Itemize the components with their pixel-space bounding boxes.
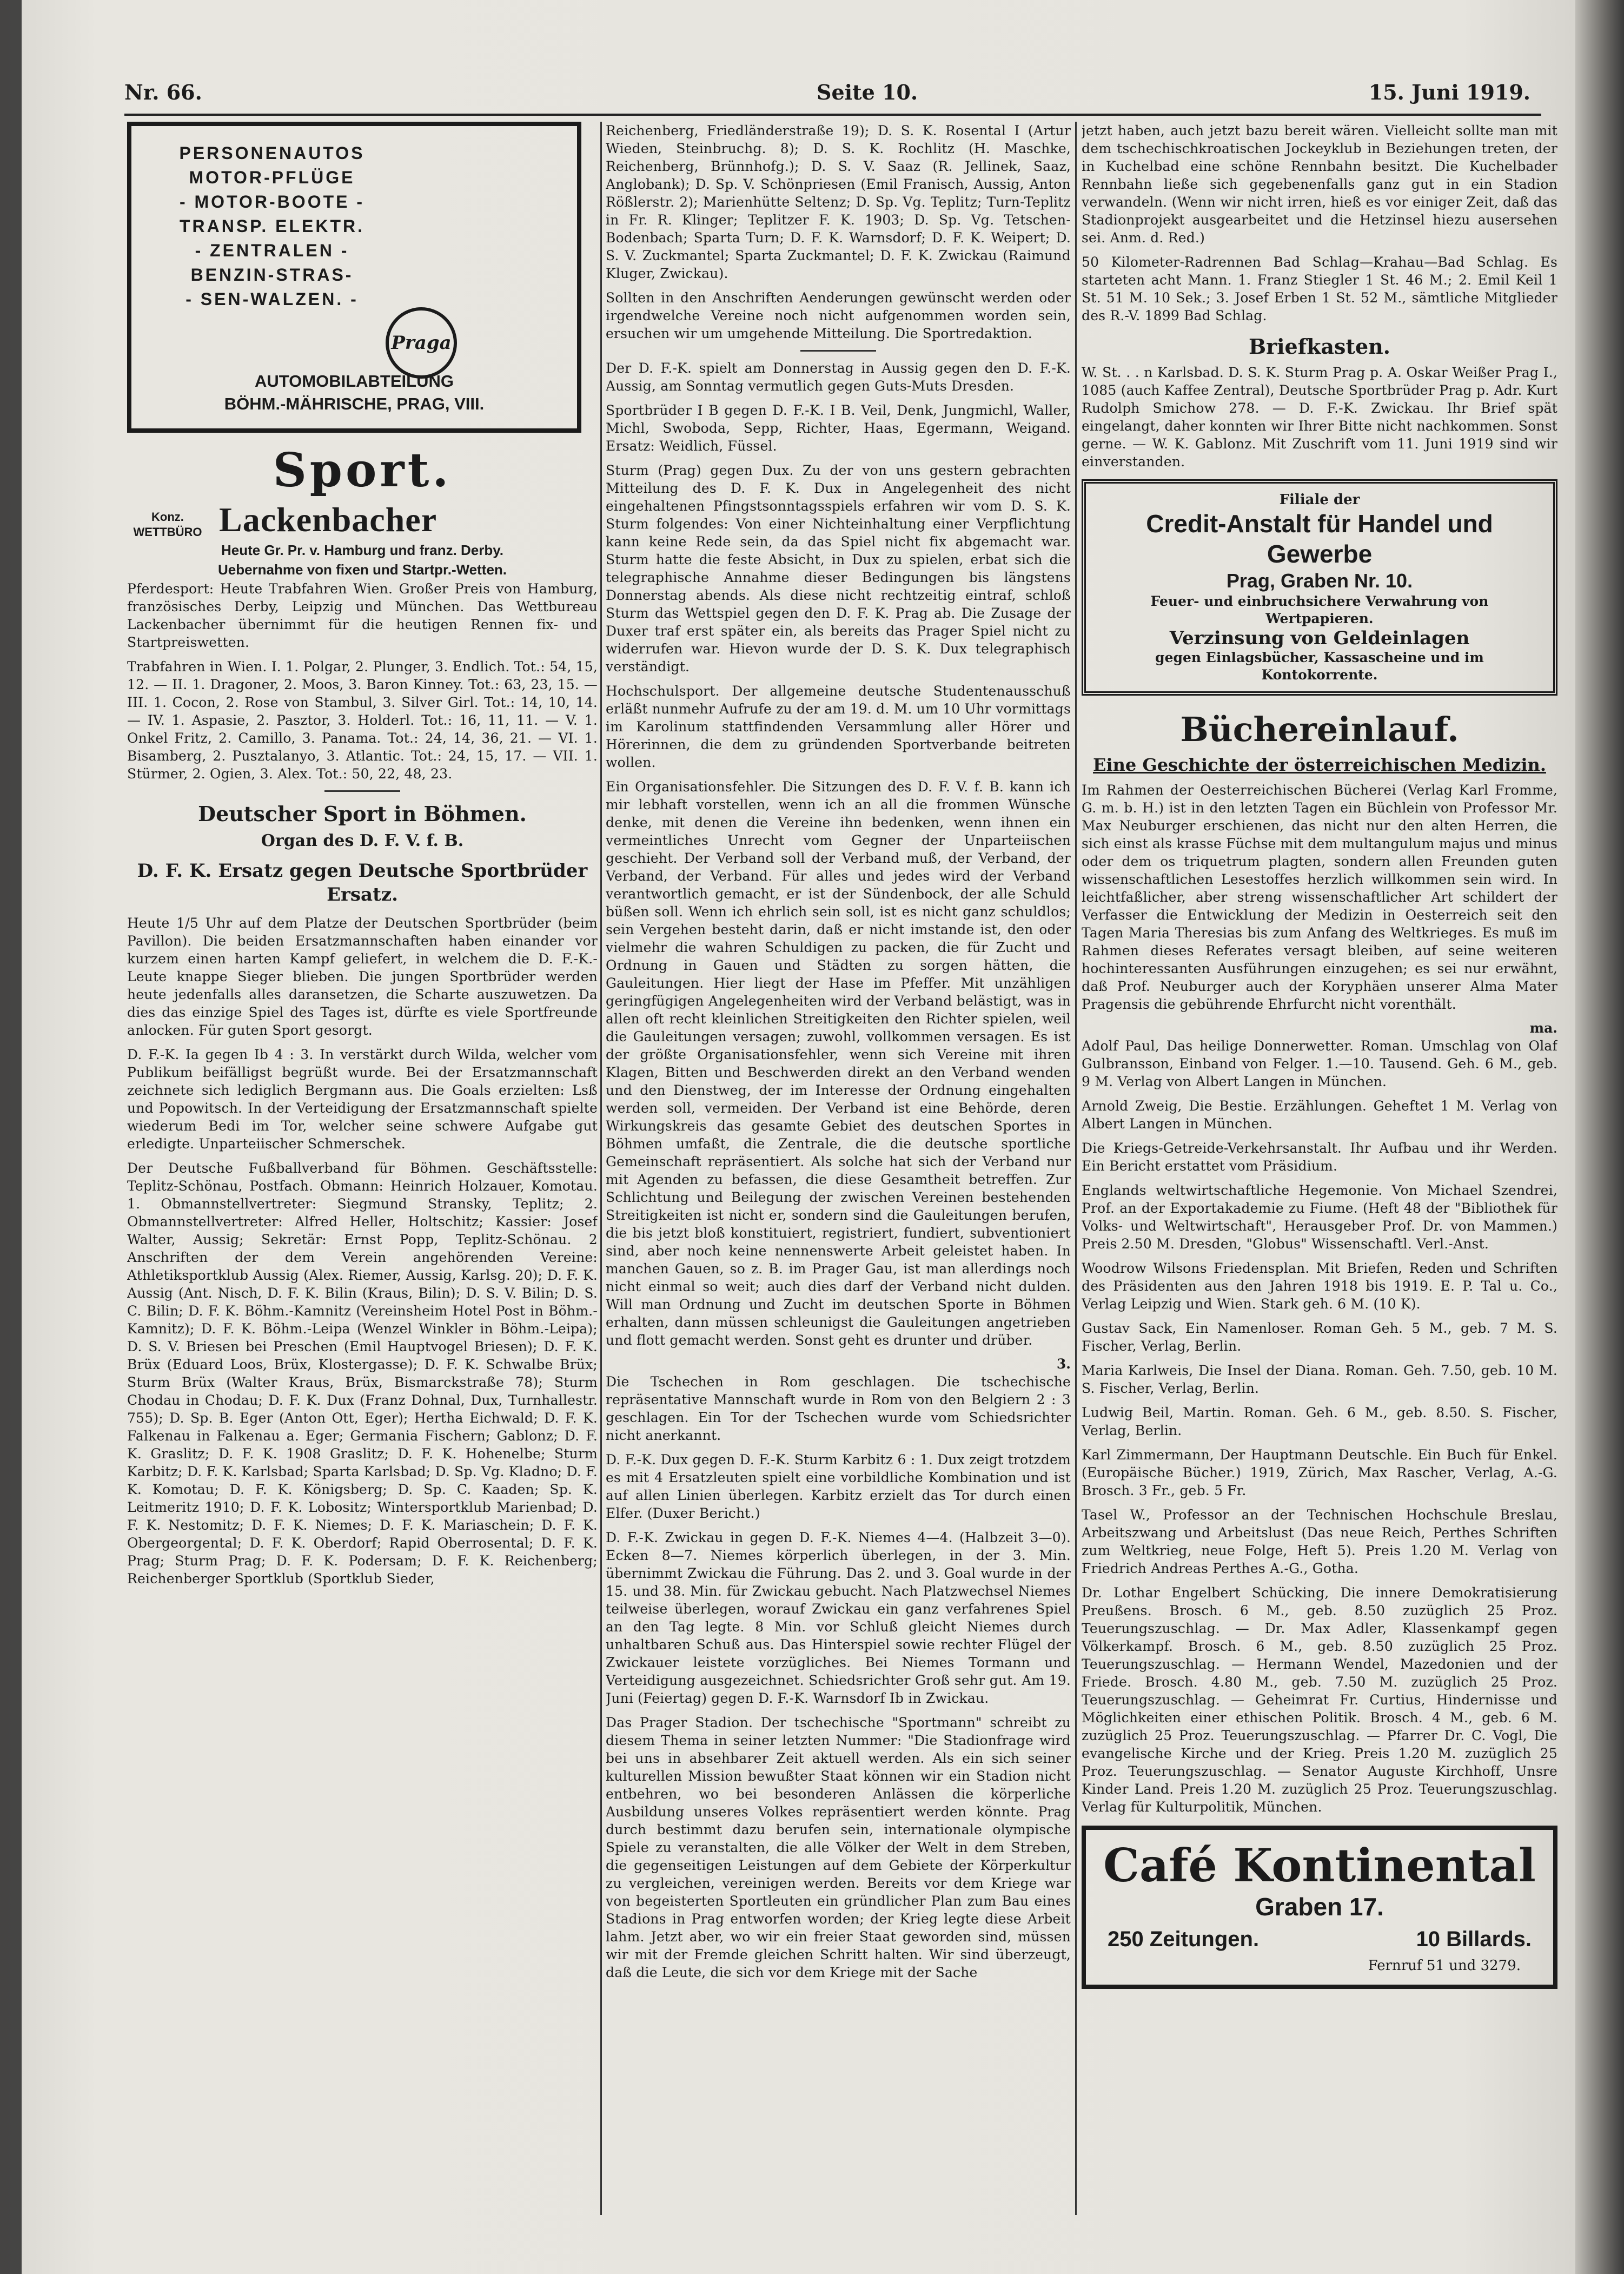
article-paragraph: Ein Organisationsfehler. Die Sitzungen des D. F. V. f. B. kann ich mir lebhaft vorstellen, wenn ich an all die frommen Wünsche denke, mit denen die Vereine ihn bedenken, wenn ihnen ein vermeintliches Unrecht vom Gegner der Unparteiischen geschieht. Der Verband soll der Verband muß, der Verband, der Verband, der Verband. Für alles und jedes wird der Verband verantwortlich gemacht, er ist der Sündenbock, der alle Schuld büßen soll. Wenn ich ehrlich sein soll, ist es nicht ganz schuldlos; sein Vergehen besteht darin, daß er nicht imstande ist, den oder vielmehr die wahren Schuldigen zu packen, die für Zucht und Ordnung in Gauen und Städten zu sorgen hätten, die Gauleitungen. Hier liegt der Hase im Pfeffer. Mit unzähligen geringfügigen Angelegenheiten wird der Verband belästigt, was in allen oft recht kleinlichen Streitigkeiten den Richter spielen, weil die Gauleitungen versagen; zuwohl, vollkommen versagen. Es ist der größte Organisationsfehler, wenn sich Vereine mit ihren Klagen, Bitten und Beschwerden direkt an den Verband wenden und den Dienstweg, der im Interesse der Ordnung eingehalten werden soll, vermeiden. Der Verband ist eine Behörde, deren Wirkungskreis das gesamte Gebiet des deutschen Sportes in Böhmen umfaßt, die Zentrale, die die deutsche sportliche Gemeinschaft repräsentiert. Als solche hat sich der Verband nur mit Agenden zu befassen, die diese Gesamtheit betreffen. Zur Schlichtung und Beilegung der zwischen Vereinen bestehenden Streitigkeiten ist nicht er, sondern sind die Gauleitungen berufen, die bis jetzt bloß konstituiert, registriert, fundiert, subventioniert sind, aber noch keine nennenswerte Arbeit geleistet haben. In manchen Gauen, so z. B. im Prager Gau, ist man allerdings noch nicht einmal so weit; auch dies darf der Verband nicht dulden. Will man Ordnung und Zucht im deutschen Sporte in Böhmen erhalten, dann müssen schleunigst die Gauleitungen angetrieben und flott gemacht werden. Sonst geht es drunter und drüber.: [606, 779, 1071, 1348]
column-rule: [1075, 122, 1077, 2215]
ad-address: Prag, Graben Nr. 10.: [1226, 570, 1413, 592]
wettburo-name: Lackenbacher: [219, 500, 438, 539]
article-paragraph: 50 Kilometer-Radrennen Bad Schlag—Krahau—Bad Schlag. Es starteten acht Mann. 1. Franz Stiegler 1 St. 46 M.; 2. Emil Keil 1 St. 51 M. 10 Sek.; 3. Josef Erben 1 St. 52 M., sämtliche Mitglieder des R.-V. 1899 Bad Schlag.: [1082, 254, 1557, 323]
section-subtitle: Organ des D. F. V. f. B.: [261, 831, 464, 850]
advertisement-automobile: [127, 122, 581, 433]
advertisement-credit-anstalt: [1082, 479, 1557, 696]
ad-company-name: Credit-Anstalt für Handel und Gewerbe: [1146, 510, 1493, 568]
article-paragraph: Sportbrüder I B gegen D. F.-K. I B. Veil, Denk, Jungmichl, Waller, Michl, Swoboda, Sepp, Richter, Haas, Egermann, Weigand. Ersatz: Weidlich, Füssel.: [606, 402, 1071, 454]
article-signature: ma.: [1529, 1020, 1557, 1036]
article-paragraph: D. F.-K. Zwickau in gegen D. F.-K. Niemes 4—4. (Halbzeit 3—0). Ecken 8—7. Niemes körperlich überlegen, in der 3. Min. übernimmt Zwickau die Führung. Das 2. und 3. Goal wurde in der 15. und 38. Min. für Zwickau gebucht. Nach Platzwechsel Niemes teilweise überlegen, worauf Zwickau ein ganz verfahrenes Spiel an den Tag legte. 8 Min. vor Schluß gleicht Niemes durch unhaltbaren Schuß aus. Das Hinterspiel sowie rechter Flügel der Zwickauer leistete vorzügliches. Bei Niemes Tormann und Verteidigung ausgezeichnet. Schiedsrichter Groß sehr gut. Am 19. Juni (Feiertag) gegen D. F.-K. Warnsdorf Ib in Zwickau.: [606, 1530, 1071, 1706]
ad-line: PERSONENAUTOS: [179, 143, 365, 163]
book-listing: Tasel W., Professor an der Technischen Hochschule Breslau, Arbeitszwang und Arbeitslust (Das neue Reich, Perthes Schriften zum Weltkrieg, neue Folge, Heft 5). Preis 1.20 M. Verlag von Friedrich Andreas Perthes A.-G., Gotha.: [1082, 1507, 1557, 1576]
column-rule: [600, 122, 602, 2215]
scan-edge-right: [1575, 0, 1624, 2274]
ad-line: gegen Einlagsbücher, Kassascheine und im Kontokorrente.: [1155, 650, 1484, 683]
book-listing: Woodrow Wilsons Friedensplan. Mit Briefen, Reden und Schriften des Präsidenten aus den Jahren 1918 bis 1919. E. P. Tal u. Co., Verlag Leipzig und Wien. Stark geh. 6 M. (10 K).: [1082, 1260, 1557, 1312]
section-title-buechereinlauf: Büchereinlauf.: [1180, 710, 1459, 749]
ad-footer: [131, 370, 577, 415]
column-1: [127, 122, 598, 2220]
article-paragraph: Heute 1/5 Uhr auf dem Platze der Deutschen Sportbrüder (beim Pavillon). Die beiden Ersatzmannschaften haben einander vor kurzem einen harten Kampf geliefert, in welchem die D. F.-K.-Leute knappe Sieger blieben. Die jungen Sportbrüder werden heute jedenfalls alles daransetzen, die Scharte auszuwetzen. Da dies das einzige Spiel des Tages ist, dürfte es viele Sportfreunde anlocken. Für guten Sport gesorgt.: [127, 915, 598, 1038]
book-listing: Arnold Zweig, Die Bestie. Erzählungen. Geheftet 1 M. Verlag von Albert Langen in München.: [1082, 1098, 1557, 1132]
article-title: Eine Geschichte der österreichischen Medizin.: [1093, 755, 1546, 775]
cafe-name: Café Kontinental: [1103, 1839, 1536, 1892]
ad-footer-line: AUTOMOBILABTEILUNG: [255, 372, 454, 391]
club-directory: Reichenberg, Friedländerstraße 19); D. S. K. Rosental I (Artur Wieden, Steinbruchg. 8); D. S. K. Rochlitz (H. Maschke, Reichenberg, Brünnhofg.); D. S. V. Saaz (R. Jellinek, Saaz, Anglobank); D. Sp. V. Schönpriesen (Emil Franisch, Aussig, Anton Rößlerstr. 2); Marienhütte Seltenz; D. Sp. Vg. Teplitz; Turn-Teplitz in Fr. R. Klinger; Teplitzer F. K. 1903; D. Sp. Vg. Tetschen-Bodenbach; Sparta Turn; D. F. K. Warnsdorf; D. F. K. Weipert; D. S. V. Zuckmantel; Sparta Zuckmantel; D. F. K. Zwickau (Raimund Kluger, Zwickau).: [606, 123, 1071, 281]
cafe-features: [1108, 1925, 1532, 1953]
column-2: [606, 122, 1071, 2220]
book-listing: Adolf Paul, Das heilige Donnerwetter. Roman. Umschlag von Olaf Gulbransson, Einband von Felger. 1.—10. Tausend. Geh. 6 M., geb. 9 M. Verlag von Albert Langen in München.: [1082, 1038, 1557, 1089]
ad-line: Verzinsung von Geldeinlagen: [1169, 627, 1470, 649]
praga-logo: Praga: [386, 307, 457, 379]
section-title-deutscher-sport: Deutscher Sport in Böhmen.: [198, 802, 527, 826]
wettburo-line: Heute Gr. Pr. v. Hamburg und franz. Derby.: [221, 542, 504, 558]
article-paragraph: Hochschulsport. Der allgemeine deutsche Studentenausschuß erläßt nunmehr Aufrufe zu der am 19. d. M. um 10 Uhr vormittags im Karolinum stattfindenden Versammlung aller Hörer und Hörerinnen, die dem zu gründenden Sportverbande beitreten wollen.: [606, 683, 1071, 770]
article-paragraph: Sturm (Prag) gegen Dux. Zu der von uns gestern gebrachten Mitteilung des D. F. K. Dux in Angelegenheit des nicht eingehaltenen Pfingstsonntagsspiels erfahren wir vom D. S. K. Sturm folgendes: Von einer Nichteinhaltung einer Verpflichtung kann keine Rede sein, da das Spiel nicht fix abgemacht war. Sturm hatte die feste Absicht, in Dux zu spielen, erbat sich die telegraphische Annahme dieser Bedingungen bis längstens Donnerstag abends. Als diese nicht rechtzeitig eintraf, schloß Sturm das Wettspiel gegen den D. F. K. Prag ab. Die Zusage der Duxer traf erst später ein, als bereits das Prager Spiel nicht zu widerrufen war. Hievon wurde der D. S. K. Dux telegraphisch verständigt.: [606, 462, 1071, 675]
column-3: [1082, 122, 1557, 2220]
ad-line: MOTOR-PFLÜGE: [189, 168, 355, 187]
article-paragraph: D. F.-K. Ia gegen Ib 4 : 3. In verstärkt durch Wilda, welcher vom Publikum beifälligst begrüßt wurde. Bei der Ersatzmannschaft zeichnete sich lediglich Bergmann aus. Die Goals erzielten: Lsß und Popowitsch. In der Verteidigung der Ersatzmannschaft spielte wiederum Bedi im Tor, welcher seine schwere Aufgabe gut erledigte. Unparteiischer Schmerschek.: [127, 1047, 598, 1152]
wettburo-label: Konz. WETTBÜRO: [133, 510, 202, 539]
header-rule: [124, 114, 1541, 116]
ad-lines: [153, 141, 391, 312]
page-number: Seite 10.: [817, 80, 918, 104]
ad-line: TRANSP. ELEKTR.: [179, 216, 365, 236]
book-listing: Ludwig Beil, Martin. Roman. Geh. 6 M., geb. 8.50. S. Fischer, Verlag, Berlin.: [1082, 1405, 1557, 1438]
ad-line: BENZIN-STRAS-: [190, 265, 354, 285]
divider: [800, 350, 876, 352]
cafe-newspapers: 250 Zeitungen.: [1108, 1927, 1260, 1951]
ad-line: Filiale der: [1279, 492, 1360, 508]
issue-number: Nr. 66.: [124, 80, 202, 104]
scan-edge-left: [0, 0, 22, 2274]
article-paragraph: Sollten in den Anschriften Aenderungen gewünscht werden oder irgendwelche Vereine noch nicht aufgenommen worden sein, ersuchen wir um umgehende Mitteilung. Die Sportredaktion.: [606, 290, 1071, 341]
ad-line: - MOTOR-BOOTE -: [179, 192, 365, 211]
ad-line: Feuer- und einbruchsichere Verwahrung von Wertpapieren.: [1150, 593, 1489, 626]
wettburo-line: Uebernahme von fixen und Startpr.-Wetten.: [217, 561, 507, 578]
cafe-billiards: 10 Billards.: [1416, 1927, 1532, 1951]
article-title: D. F. K. Ersatz gegen Deutsche Sportbrüder Ersatz.: [137, 860, 588, 905]
ad-footer-line: BÖHM.-MÄHRISCHE, PRAG, VIII.: [224, 394, 485, 413]
divider: [324, 790, 400, 792]
book-listing: Die Kriegs-Getreide-Verkehrsanstalt. Ihr Aufbau und ihr Werden. Ein Bericht erstattet vom Präsidium.: [1082, 1140, 1557, 1174]
race-results: Trabfahren in Wien. I. 1. Polgar, 2. Plunger, 3. Endlich. Tot.: 54, 15, 12. — II. 1. Dragoner, 2. Moos, 3. Baron Kinney. Tot.: 63, 23, 15. — III. 1. Cocon, 2. Rose von Stambul, 3. Silver Girl. Tot.: 14, 10, 14. — IV. 1. Aspasie, 2. Pasztor, 3. Holderl. Tot.: 16, 11, 11. — V. 1. Onkel Fritz, 2. Camillo, 3. Panama. Tot.: 24, 14, 36, 21. — VI. 1. Bisamberg, 2. Pusztalanyo, 3. Atlantic. Tot.: 24, 15, 17. — VII. 1. Stürmer, 2. Ogien, 3. Alex. Tot.: 50, 22, 48, 23.: [127, 659, 598, 782]
article-paragraph: D. F.-K. Dux gegen D. F.-K. Sturm Karbitz 6 : 1. Dux zeigt trotzdem es mit 4 Ersatzleuten spielt eine vorbildliche Kombination und ist auf allen Linien überlegen. Karbitz erzielt das Tor durch einen Elfer. (Duxer Bericht.): [606, 1452, 1071, 1521]
issue-date: 15. Juni 1919.: [1368, 80, 1530, 104]
book-listing: Englands weltwirtschaftliche Hegemonie. Von Michael Szendrei, Prof. an der Exportakademie zu Fiume. (Heft 48 der "Bibliothek für Volks- und Weltwirtschaft", Herausgeber Prof. Dr. von Mammen.) Preis 2.50 M. Dresden, "Globus" Wissenschaftl. Verl.-Anst.: [1082, 1182, 1557, 1252]
book-listing: Gustav Sack, Ein Namenloser. Roman Geh. 5 M., geb. 7 M. S. Fischer, Verlag, Berlin.: [1082, 1320, 1557, 1354]
article-paragraph: Das Prager Stadion. Der tschechische "Sportmann" schreibt zu diesem Thema in seiner letzten Nummer: "Die Stadionfrage wird bei uns in absehbarer Zeit aktuell werden. Als ein sich seiner kulturellen Mission bewußter Staat können wir ein Stadion nicht entbehren, wo bei besonderen Anlässen die körperliche Ausbildung unseres Volkes repräsentiert werden könnte. Prag durch bestimmt dazu berufen sein, internationale olympische Spiele zu veranstalten, die alle Völker der Welt in dem Streben, die gegenseitigen Leistungen auf dem Gebiete der Körperkultur zu vergleichen, vereinigen werden. Bereits vor dem Kriege war von begeisterten Sportleuten ein gründlicher Plan zum Bau eines Stadions in Prag entworfen worden; der Krieg legte diese Arbeit lahm. Jetzt aber, wo wir ein freier Staat geworden sind, müssen wir mit der Fremde gleichen Schritt halten. Wir sind überzeugt, daß die Leute, die sich vor dem Kriege mit der Sache: [606, 1715, 1071, 1980]
section-title-sport: Sport.: [273, 443, 452, 498]
ad-line: - ZENTRALEN -: [195, 241, 349, 260]
article-paragraph: jetzt haben, auch jetzt bazu bereit wären. Vielleicht sollte man mit dem tschechischkroatischen Jockeyklub in Beziehungen treten, der in Kuchelbad eine schöne Rennbahn besitzt. Die Kuchelbader Rennbahn ließe sich gegebenenfalls ganz gut in ein Stadion verwandeln. (Wenn wir nicht irren, hieß es vor einiger Zeit, daß das Stadionprojekt ausgearbeitet und die Hetzinsel hiezu ausersehen sei. Anm. d. Red.): [1082, 123, 1557, 246]
article-signature: 3.: [1056, 1356, 1071, 1372]
cafe-phone: Fernruf 51 und 3279.: [1368, 1958, 1521, 1974]
advertisement-cafe-kontinental: [1082, 1826, 1557, 1989]
article-paragraph: Pferdesport: Heute Trabfahren Wien. Großer Preis von Hamburg, französisches Derby, Leipzig und München. Das Wettbureau Lackenbacher übernimmt für die heutigen Rennen fix- und Startpreiswetten.: [127, 581, 598, 650]
section-title-briefkasten: Briefkasten.: [1248, 334, 1391, 359]
book-listing: Karl Zimmermann, Der Hauptmann Deutschle. Ein Buch für Enkel. (Europäische Bücher.) 1919, Zürich, Max Rascher, Verlag, A.-G. Brosch. 3 Fr., geb. 5 Fr.: [1082, 1447, 1557, 1498]
book-listing: Dr. Lothar Engelbert Schücking, Die innere Demokratisierung Preußens. Brosch. 6 M., geb. 8.50 zuzüglich 25 Proz. Teuerungszuschlag. — Dr. Max Adler, Klassenkampf gegen Völkerkampf. Brosch. 6 M., geb. 8.50 zuzüglich 25 Proz. Teuerungszuschlag. — Hermann Wendel, Mazedonien und der Friede. Brosch. 4.80 M., geb. 7.50 M. zuzüglich 25 Proz. Teuerungszuschlag. — Geheimrat Fr. Curtius, Hindernisse und Möglichkeiten einer ethischen Politik. Brosch. 4 M., geb. 6 M. zuzüglich 25 Proz. Teuerungszuschlag. — Pfarrer Dr. C. Vogl, Die evangelische Kirche und der Krieg. Preis 1.20 M. zuzüglich 25 Proz. Teuerungszuschlag. — Senator Auguste Kirchhoff, Unsre Kinder Land. Preis 1.20 M. zuzüglich 25 Proz. Teuerungszuschlag. Verlag für Kulturpolitik, München.: [1082, 1585, 1557, 1815]
ad-line: - SEN-WALZEN. -: [185, 289, 359, 309]
article-paragraph: Der D. F.-K. spielt am Donnerstag in Aussig gegen den D. F.-K. Aussig, am Sonntag vermutlich gegen Guts-Muts Dresden.: [606, 360, 1071, 394]
book-listing: Maria Karlweis, Die Insel der Diana. Roman. Geh. 7.50, geb. 10 M. S. Fischer, Verlag, Berlin.: [1082, 1363, 1557, 1396]
wettburo-ad: [127, 500, 598, 540]
cafe-address: Graben 17.: [1255, 1893, 1384, 1921]
page-header: [124, 80, 1530, 113]
article-paragraph: W. St. . . n Karlsbad. D. S. K. Sturm Prag p. A. Oskar Weißer Prag I., 1085 (auch Kaffee Zentral), Deutsche Sportbrüder Prag p. Adr. Kurt Rudolph Smichow 278. — D. F.-K. Zwickau. Ihr Brief spät eingelangt, daher konnten wir Ihrer Bitte nicht nachkommen. Sonst gerne. — W. K. Gablonz. Mit Zuschrift vom 11. Juni 1919 sind wir einverstanden.: [1082, 365, 1557, 470]
club-directory: Der Deutsche Fußballverband für Böhmen. Geschäftsstelle: Teplitz-Schönau, Postfach. Obmann: Heinrich Holzauer, Komotau. 1. Obmannstellvertreter: Siegmund Stransky, Teplitz; 2. Obmannstellvertreter: Alfred Heller, Holtschitz; Kassier: Josef Walter, Aussig; Sekretär: Ernst Popp, Teplitz-Schönau. 2 Anschriften der dem Verein angehörenden Vereine: Athletiksportklub Aussig (Alex. Riemer, Aussig, Karlsg. 20); D. F. K. Aussig (Ant. Nisch, D. F. K. Bilin (Kraus, Bilin); D. S. V. Bilin; D. S. C. Bilin; D. F. K. Böhm.-Kamnitz (Vereinsheim Hotel Post in Böhm.-Kamnitz); D. F. K. Böhm.-Leipa (Wenzel Winkler in Böhm.-Leipa); D. S. V. Briesen bei Preschen (Emil Hauptvogel Briesen); D. F. K. Brüx (Eduard Loos, Brüx, Klostergasse); D. F. K. Schwalbe Brüx; Sturm Brüx (Walter Kraus, Brüx, Bismarckstraße 78); Sturm Chodau in Chodau; D. F. K. Dux (Franz Dohnal, Dux, Turnhallestr. 755); D. Sp. B. Eger (Anton Ott, Eger); Hertha Eichwald; D. F. K. Falkenau in Falkenau a. Eger; Germania Fischern; Gablonz; D. F. K. Graslitz; D. F. K. 1908 Graslitz; D. F. K. Hohenelbe; Sturm Karbitz; D. F. K. Karlsbad; Sparta Karlsbad; D. Sp. Vg. Kladno; D. F. K. Komotau; D. F. K. Königsberg; D. Sp. C. Kaaden; Sp. K. Leitmeritz 1910; D. F. K. Lobositz; Wintersportklub Marienbad; D. F. K. Nestomitz; D. F. K. Niemes; D. F. K. Mariaschein; D. F. K. Obergeorgental; D. F. K. Oberdorf; Rapid Oberrosental; D. F. K. Prag; Sturm Prag; D. F. K. Podersam; D. F. K. Reichenberg; Reichenberger Sportklub (Sportklub Sieder,: [127, 1160, 598, 1586]
article-paragraph: Im Rahmen der Oesterreichischen Bücherei (Verlag Karl Fromme, G. m. b. H.) ist in den letzten Tagen ein Büchlein von Professor Mr. Max Neuburger erschienen, das nicht nur den alten Herren, die sich einst als krasse Füchse mit dem multangulum majus und minus oder dem os triquetrum plagten, sondern allen Freunden guten wissenschaftlichen Lesestoffes herzlich willkommen sein wird. In leichtfaßlicher, aber streng wissenschaftlicher Art schildert der Verfasser die Entwicklung der Medizin in Oesterreich seit den Tagen Maria Theresias bis zum Anfang des Weltkrieges. Es muß im Rahmen dieses Referates versagt bleiben, auf seine weiteren hochinteressanten Ausführungen einzugehen; es sei nur erwähnt, daß Prof. Neuburger auch der Koryphäen unserer Alma Mater Pragensis die gebührende Ehrfurcht nicht vorenthält.: [1082, 782, 1557, 1012]
article-paragraph: Die Tschechen in Rom geschlagen. Die tschechische repräsentative Mannschaft wurde in Rom von den Belgiern 2 : 3 geschlagen. Ein Tor der Tschechen wurde vom Schiedsrichter nicht anerkannt.: [606, 1374, 1071, 1443]
